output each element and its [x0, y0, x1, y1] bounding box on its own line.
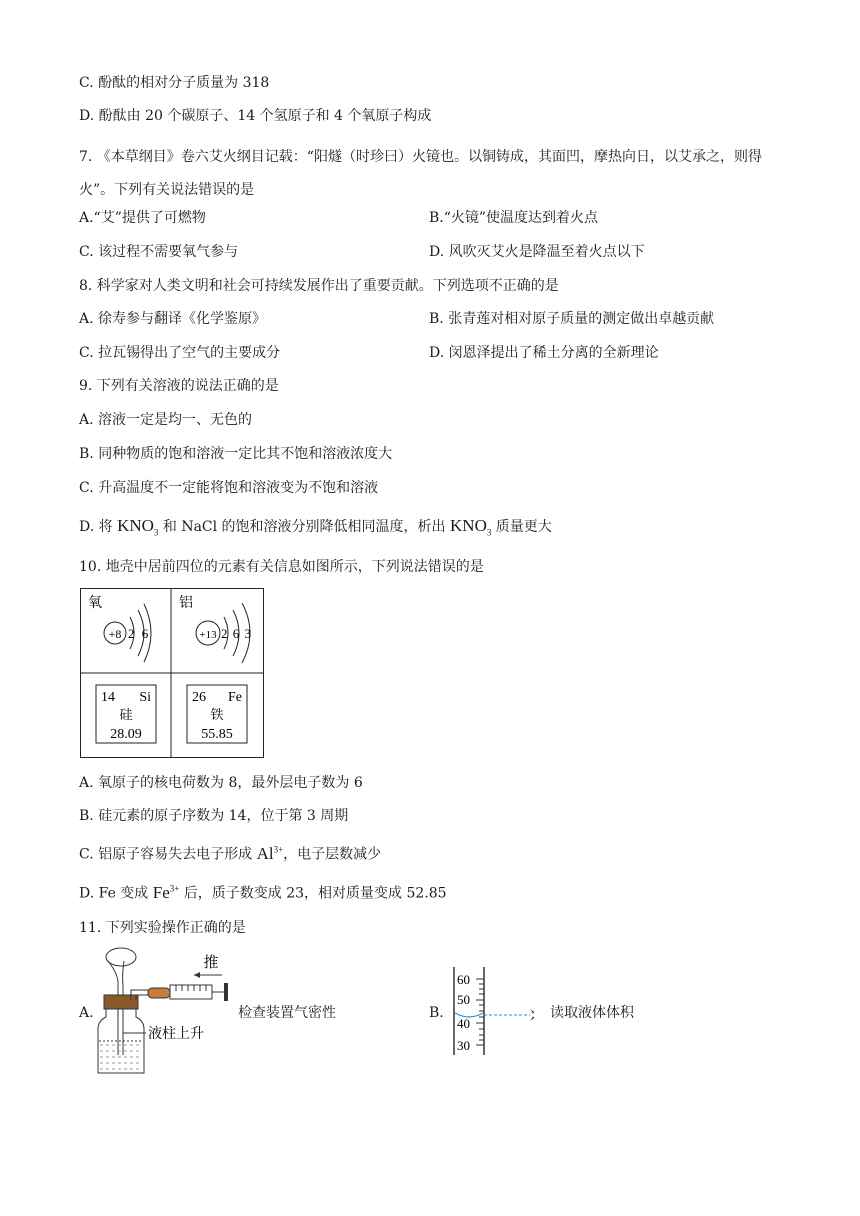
q10d-text-2: 后，质子数变成 23，相对质量变成 52.85 — [179, 885, 447, 902]
q9d-text-2: 和 NaCl 的饱和溶液分别降低相同温度，析出 — [158, 519, 451, 535]
oxygen-shells: 2 6 — [128, 626, 151, 641]
formula-al-ion — [257, 844, 284, 863]
formula-kno3-base: KNO — [450, 516, 487, 535]
oxygen-atom-structure — [88, 595, 151, 662]
q6-option-c: C. 酚酞的相对分子质量为 318 — [79, 75, 270, 91]
q9-option-c: C. 升高温度不一定能将饱和溶液变为不饱和溶液 — [79, 480, 379, 496]
element-info-figure — [80, 588, 266, 760]
q10c-text-2: ，电子层数减少 — [283, 846, 382, 863]
q9-option-a: A. 溶液一定是均一、无色的 — [79, 412, 253, 428]
q10-stem: 10. 地壳中居前四位的元素有关信息如图所示，下列说法错误的是 — [79, 559, 484, 575]
tick-50: 50 — [457, 992, 470, 1007]
q9-option-b: B. 同种物质的饱和溶液一定比其不饱和溶液浓度大 — [79, 446, 393, 462]
formula-al-base: Al — [256, 843, 274, 863]
tick-30: 30 — [457, 1038, 470, 1053]
iron-element-card — [187, 685, 247, 743]
q9d-text-3: 质量更大 — [491, 519, 552, 535]
formula-fe-charge: 3+ — [169, 883, 180, 893]
tick-40: 40 — [457, 1016, 470, 1031]
formula-kno3 — [117, 516, 159, 538]
q11-option-a-label: A. — [79, 1005, 94, 1021]
iron-name: 铁 — [210, 708, 224, 723]
formula-kno3-sub: 3 — [486, 527, 492, 538]
q7-option-c: C. 该过程不需要氧气参与 — [79, 244, 239, 260]
q9-option-d — [79, 517, 552, 541]
graduated-cylinder-diagram — [450, 965, 550, 1057]
q8-stem: 8. 科学家对人类文明和社会可持续发展作出了重要贡献。下列选项不正确的是 — [79, 278, 559, 294]
iron-symbol: Fe — [228, 690, 242, 705]
formula-kno3-sub: 3 — [153, 527, 159, 538]
silicon-name: 硅 — [119, 708, 133, 723]
silicon-symbol: Si — [139, 690, 151, 705]
oxygen-name: 氧 — [88, 595, 102, 611]
liquid-rise-label: 液柱上升 — [148, 1026, 204, 1042]
aluminum-shells: 2 6 3 — [221, 626, 252, 641]
push-label: 推 — [203, 953, 219, 971]
q11-stem: 11. 下列实验操作正确的是 — [79, 920, 246, 936]
q8-option-d: D. 闵恩泽提出了稀土分离的全新理论 — [429, 345, 659, 361]
q7-stem: 7. 《本草纲目》卷六艾火纲目记载：“阳燧（时珍曰）火镜也。以铜铸成，其面凹，摩热向日，以艾承之，则得火”。下列有关说法错误的是 — [79, 149, 762, 198]
silicon-element-card — [96, 685, 156, 743]
q8-option-c: C. 拉瓦锡得出了空气的主要成分 — [79, 345, 281, 361]
aluminum-atom-structure — [179, 595, 252, 663]
oxygen-nucleus: +8 — [108, 627, 122, 641]
airtightness-apparatus-diagram — [96, 945, 232, 1080]
silicon-mass: 28.09 — [110, 727, 142, 742]
q7-option-a: A.“艾”提供了可燃物 — [79, 210, 206, 226]
q11-option-b-caption: 读取液体体积 — [550, 1005, 634, 1021]
formula-kno3 — [450, 516, 492, 538]
q6-option-d: D. 酚酞由 20 个碳原子、14 个氢原子和 4 个氧原子构成 — [79, 108, 432, 124]
q7-option-d: D. 风吹灭艾火是降温至着火点以下 — [429, 244, 645, 260]
aluminum-name: 铝 — [179, 595, 193, 611]
q11-option-b-label: B. — [429, 1005, 444, 1021]
q10c-text-1: C. 铝原子容易失去电子形成 — [79, 846, 257, 863]
iron-mass: 55.85 — [201, 727, 233, 742]
q10-option-d — [79, 879, 447, 903]
formula-kno3-base: KNO — [117, 516, 154, 535]
aluminum-nucleus: +13 — [199, 629, 217, 641]
formula-fe-ion — [153, 883, 180, 902]
q10d-text-1: D. Fe 变成 — [79, 885, 153, 902]
q9-stem: 9. 下列有关溶液的说法正确的是 — [79, 378, 279, 394]
q11-option-a-caption: 检查装置气密性 — [238, 1005, 336, 1021]
q10-option-b: B. 硅元素的原子序数为 14，位于第 3 周期 — [79, 808, 349, 824]
q8-option-b: B. 张青莲对相对原子质量的测定做出卓越贡献 — [429, 311, 715, 327]
iron-number: 26 — [192, 690, 206, 705]
q8-option-a: A. 徐寿参与翻译《化学鉴原》 — [79, 311, 267, 327]
tick-60: 60 — [457, 972, 470, 987]
silicon-number: 14 — [101, 690, 115, 705]
q10-option-c — [79, 840, 381, 864]
q9d-text-1: D. 将 — [79, 519, 118, 535]
formula-fe-base: Fe — [152, 882, 170, 902]
formula-al-charge: 3+ — [273, 844, 284, 854]
q7-option-b: B.“火镜”使温度达到着火点 — [429, 210, 599, 226]
q10-option-a: A. 氧原子的核电荷数为 8，最外层电子数为 6 — [79, 775, 363, 791]
